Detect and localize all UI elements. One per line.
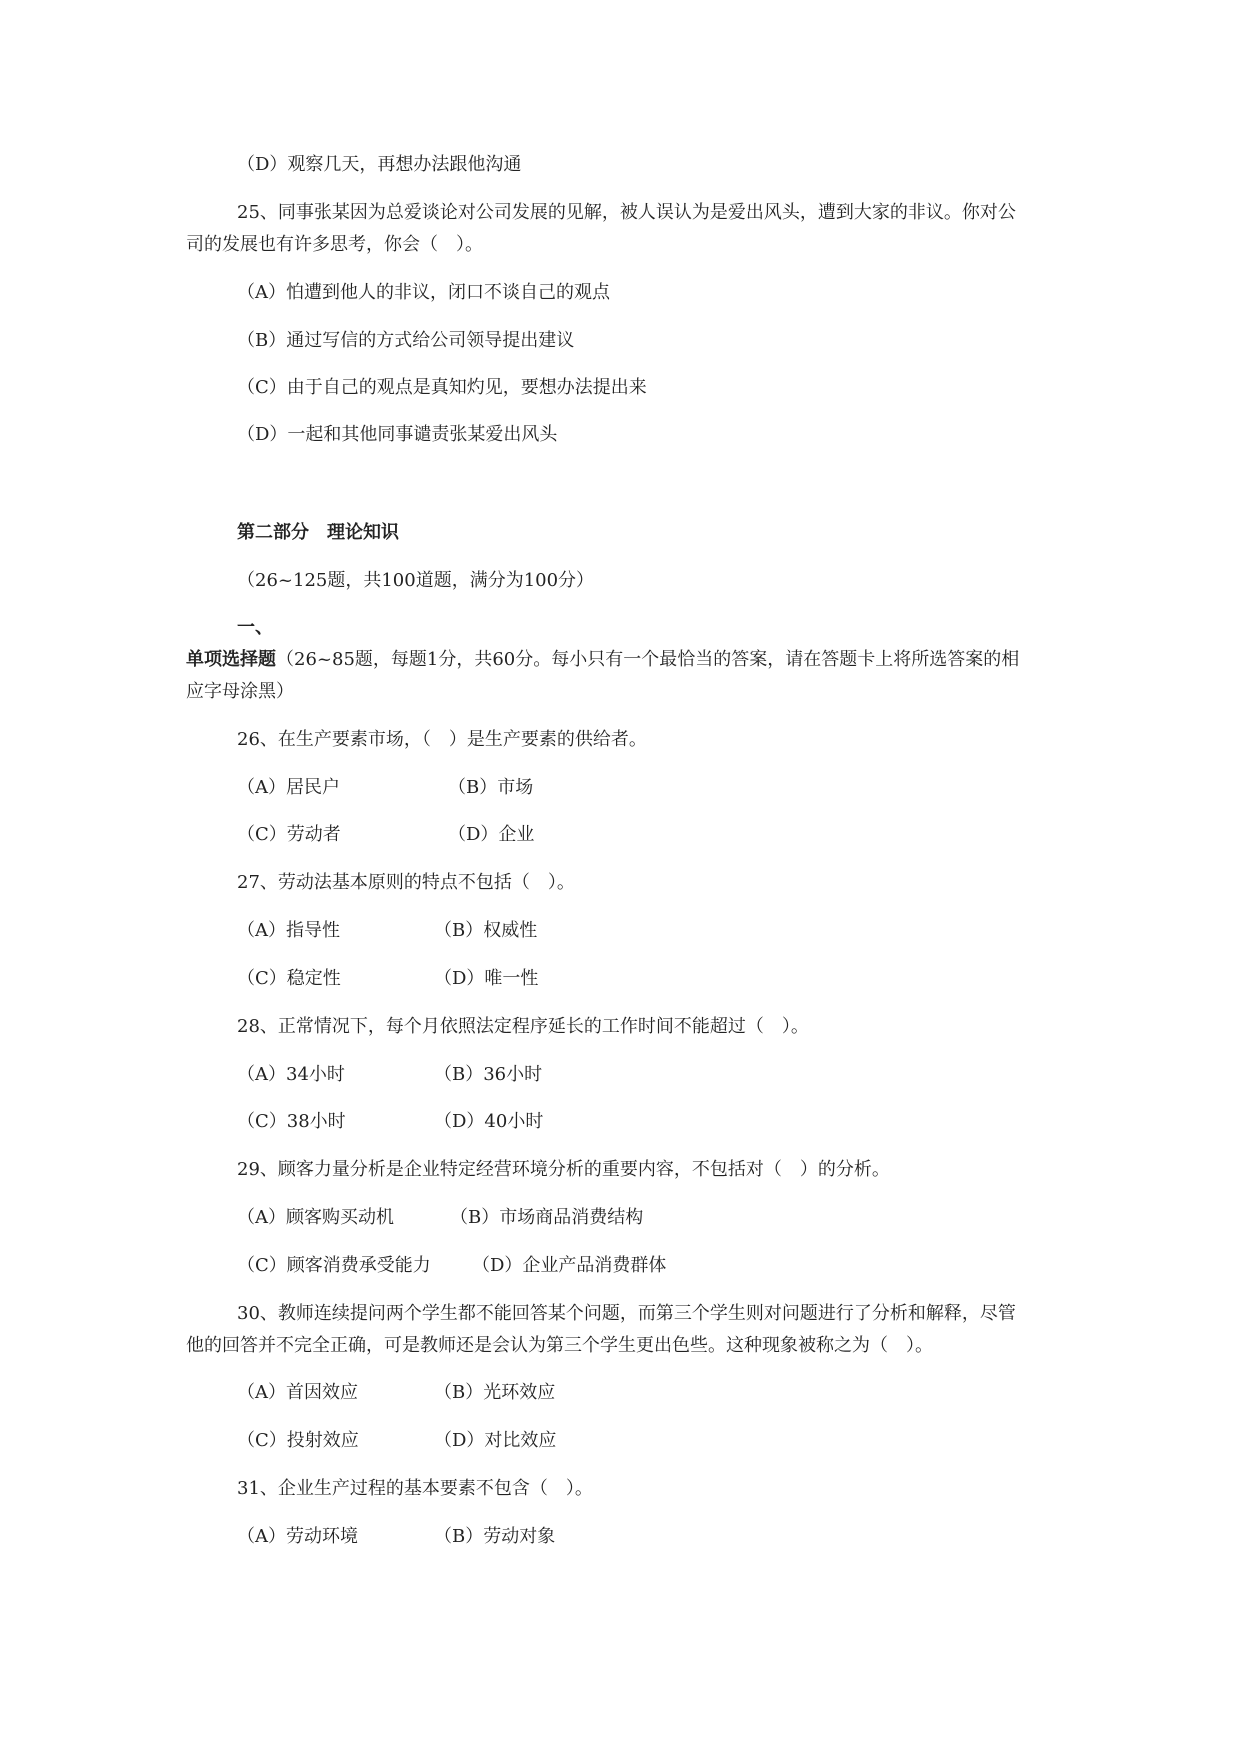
- section-number: 一、: [237, 617, 273, 638]
- q29-option-b: （B）市场商品消费结构: [450, 1207, 644, 1228]
- q26-stem: 26、在生产要素市场，（ ）是生产要素的供给者。: [237, 729, 647, 750]
- q29-option-c: （C）顾客消费承受能力: [237, 1255, 431, 1276]
- q27-stem: 27、劳动法基本原则的特点不包括（ ）。: [237, 872, 575, 893]
- q31-option-a: （A）劳动环境: [237, 1526, 358, 1547]
- q26-option-b: （B）市场: [448, 777, 534, 798]
- q25-stem-cont: 司的发展也有许多思考，你会（ ）。: [186, 234, 483, 255]
- q30-option-a: （A）首因效应: [237, 1382, 358, 1403]
- q30-stem-cont: 他的回答并不完全正确，可是教师还是会认为第三个学生更出色些。这种现象被称之为（ ）。: [186, 1335, 933, 1356]
- q28-stem: 28、正常情况下，每个月依照法定程序延长的工作时间不能超过（ ）。: [237, 1016, 809, 1037]
- part-title: 第二部分 理论知识: [237, 522, 399, 543]
- q30-option-c: （C）投射效应: [237, 1430, 359, 1451]
- q28-option-d: （D）40小时: [434, 1111, 544, 1132]
- q27-option-c: （C）稳定性: [237, 968, 341, 989]
- q30-option-d: （D）对比效应: [434, 1430, 557, 1451]
- section-description-cont: 应字母涂黑）: [186, 681, 294, 702]
- q28-option-a: （A）34小时: [237, 1064, 345, 1085]
- q28-option-b: （B）36小时: [434, 1064, 543, 1085]
- q31-option-b: （B）劳动对象: [434, 1526, 556, 1547]
- q26-option-a: （A）居民户: [237, 777, 340, 798]
- q30-stem: 30、教师连续提问两个学生都不能回答某个问题，而第三个学生则对问题进行了分析和解释，尽管: [237, 1303, 1016, 1324]
- q25-option-c: （C）由于自己的观点是真知灼见，要想办法提出来: [237, 377, 647, 398]
- q25-option-a: （A）怕遭到他人的非议，闭口不谈自己的观点: [237, 282, 610, 303]
- part-subtitle: （26~125题，共100道题，满分为100分）: [237, 570, 595, 591]
- section-description: （26~85题，每题1分，共60分。每小只有一个最恰当的答案，请在答题卡上将所选答案的相: [276, 649, 1020, 670]
- q25-option-b: （B）通过写信的方式给公司领导提出建议: [237, 330, 575, 351]
- section-header: [186, 647, 1019, 673]
- q26-option-d: （D）企业: [448, 824, 535, 845]
- q28-option-c: （C）38小时: [237, 1111, 346, 1132]
- q27-option-d: （D）唯一性: [434, 968, 539, 989]
- section-title: 单项选择题: [186, 649, 276, 670]
- q27-option-b: （B）权威性: [434, 920, 538, 941]
- q29-option-a: （A）顾客购买动机: [237, 1207, 394, 1228]
- q25-option-d: （D）一起和其他同事谴责张某爱出风头: [237, 424, 558, 445]
- q30-option-b: （B）光环效应: [434, 1382, 556, 1403]
- q31-stem: 31、企业生产过程的基本要素不包含（ ）。: [237, 1478, 593, 1499]
- q24-option-d: （D）观察几天，再想办法跟他沟通: [237, 154, 522, 175]
- q26-option-c: （C）劳动者: [237, 824, 341, 845]
- q27-option-a: （A）指导性: [237, 920, 340, 941]
- q29-stem: 29、顾客力量分析是企业特定经营环境分析的重要内容，不包括对（ ）的分析。: [237, 1159, 890, 1180]
- q29-option-d: （D）企业产品消费群体: [472, 1255, 667, 1276]
- q25-stem: 25、同事张某因为总爱谈论对公司发展的见解，被人误认为是爱出风头，遭到大家的非议。你对公: [237, 202, 1016, 223]
